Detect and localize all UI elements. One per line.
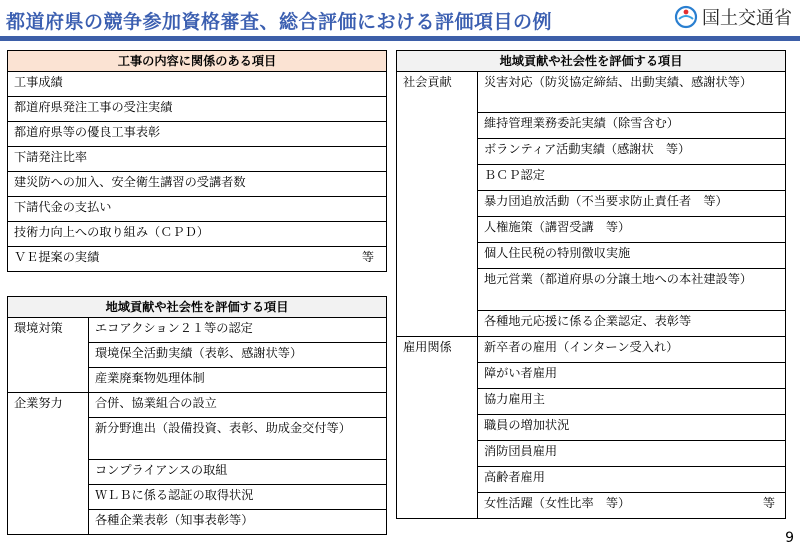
table-cell: 地元営業（都道府県の分譲土地への本社建設等）: [478, 269, 786, 311]
table-cell: 維持管理業務委託実績（除雪含む）: [478, 113, 786, 139]
table-cell: 新卒者の雇用（インターン受入れ）: [478, 337, 786, 363]
table-cell: 各種地元応援に係る企業認定、表彰等: [478, 311, 786, 337]
table-cell: コンプライアンスの取組: [89, 460, 387, 485]
table-cell: ＷＬＢに係る認証の取得状況: [89, 485, 387, 510]
work-table-heading: 工事の内容に関係のある項目: [8, 51, 387, 72]
work-items-table: [7, 50, 387, 272]
table-cell: 建災防への加入、安全衛生講習の受講者数: [8, 172, 387, 197]
table-cell: 高齢者雇用: [478, 467, 786, 493]
table-cell: 暴力団追放活動（不当要求防止責任者 等）: [478, 191, 786, 217]
category-cell: 雇用関係: [397, 337, 478, 519]
table-cell: エコアクション２１等の認定: [89, 318, 387, 343]
table-cell: 各種企業表彰（知事表彰等）: [89, 510, 387, 535]
table-cell: ボランティア活動実績（感謝状 等）: [478, 139, 786, 165]
table-cell: 人権施策（講習受講 等）: [478, 217, 786, 243]
cell-text: 女性活躍（女性比率 等）: [484, 496, 631, 510]
table-cell: 下請代金の支払い: [8, 197, 387, 222]
category-cell: 環境対策: [8, 318, 89, 393]
page-number: 9: [785, 530, 794, 546]
cell-suffix: 等: [361, 250, 374, 264]
category-cell: 社会貢献: [397, 72, 478, 337]
table-cell: 都道府県等の優良工事表彰: [8, 122, 387, 147]
table-cell: 都道府県発注工事の受注実績: [8, 97, 387, 122]
table-cell: 協力雇用主: [478, 389, 786, 415]
slide-title: 都道府県の競争参加資格審査、総合評価における評価項目の例: [6, 11, 553, 33]
mlit-logo-icon: [674, 5, 698, 29]
community-items-table-left: [7, 296, 387, 535]
table-cell: 下請発注比率: [8, 147, 387, 172]
cell-suffix: 等: [762, 496, 775, 510]
table-cell: ＢＣＰ認定: [478, 165, 786, 191]
table-cell: [478, 493, 786, 519]
logo-text: 国土交通省: [702, 8, 792, 29]
table-cell: 職員の増加状況: [478, 415, 786, 441]
community-left-heading: 地域貢献や社会性を評価する項目: [8, 297, 387, 318]
community-right-heading: 地域貢献や社会性を評価する項目: [397, 51, 786, 72]
table-cell: 工事成績: [8, 72, 387, 97]
table-cell: 災害対応（防災協定締結、出動実績、感謝状等）: [478, 72, 786, 113]
table-cell: 新分野進出（設備投資、表彰、助成金交付等）: [89, 418, 387, 460]
slide-header: [0, 0, 800, 36]
table-cell: 産業廃棄物処理体制: [89, 368, 387, 393]
header-rule: [0, 36, 800, 41]
mlit-logo: [674, 4, 792, 30]
table-cell: 消防団員雇用: [478, 441, 786, 467]
cell-text: ＶＥ提案の実績: [14, 250, 100, 264]
category-cell: 企業努力: [8, 393, 89, 535]
community-items-table-right: [396, 50, 786, 519]
table-cell: 技術力向上への取り組み（ＣＰＤ）: [8, 222, 387, 247]
table-cell: 個人住民税の特別徴収実施: [478, 243, 786, 269]
table-cell: 合併、協業組合の設立: [89, 393, 387, 418]
table-cell: 障がい者雇用: [478, 363, 786, 389]
table-cell: 環境保全活動実績（表彰、感謝状等）: [89, 343, 387, 368]
table-cell: [8, 247, 387, 272]
